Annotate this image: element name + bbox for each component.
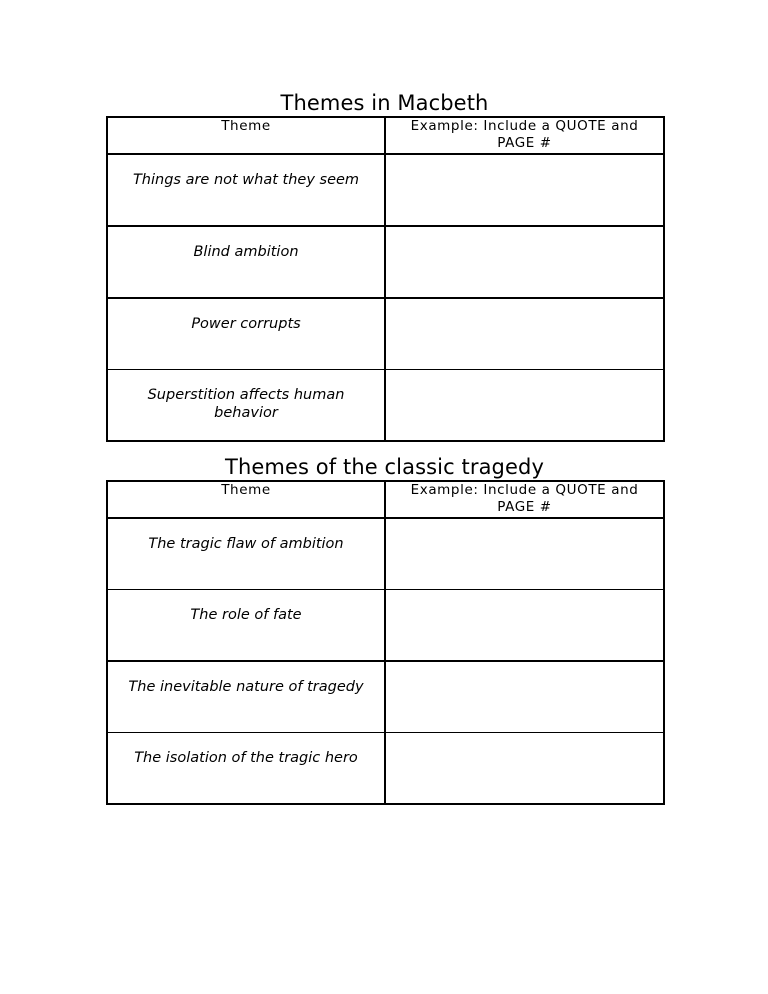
example-cell[interactable] (385, 733, 664, 805)
table-header-row (107, 117, 664, 154)
table-header-row (107, 481, 664, 518)
example-cell[interactable] (385, 661, 664, 733)
theme-cell: Power corrupts (107, 298, 385, 370)
table-row (107, 518, 664, 590)
table-row (107, 370, 664, 442)
theme-cell: The tragic flaw of ambition (107, 518, 385, 590)
theme-cell: Things are not what they seem (107, 154, 385, 226)
theme-column-header: Theme (107, 117, 385, 154)
macbeth-themes-table (106, 116, 665, 442)
table-row (107, 733, 664, 805)
example-cell[interactable] (385, 298, 664, 370)
example-column-header: Example: Include a QUOTE and PAGE # (385, 117, 664, 154)
example-cell[interactable] (385, 370, 664, 442)
theme-column-header: Theme (107, 481, 385, 518)
table-title: Themes of the classic tragedy (225, 455, 544, 479)
theme-cell: Blind ambition (107, 226, 385, 298)
example-cell[interactable] (385, 154, 664, 226)
table-row (107, 661, 664, 733)
example-cell[interactable] (385, 518, 664, 590)
theme-cell: The inevitable nature of tragedy (107, 661, 385, 733)
theme-cell: The isolation of the tragic hero (107, 733, 385, 805)
tragedy-themes-section (106, 454, 663, 805)
tragedy-themes-table (106, 480, 665, 805)
example-column-header: Example: Include a QUOTE and PAGE # (385, 481, 664, 518)
table-row (107, 226, 664, 298)
table-row (107, 154, 664, 226)
table-title: Themes in Macbeth (280, 91, 489, 115)
theme-cell: Superstition affects human behavior (107, 370, 385, 442)
example-cell[interactable] (385, 226, 664, 298)
table-row (107, 590, 664, 662)
macbeth-themes-section (106, 90, 663, 442)
theme-cell: The role of fate (107, 590, 385, 662)
example-cell[interactable] (385, 590, 664, 662)
table-row (107, 298, 664, 370)
